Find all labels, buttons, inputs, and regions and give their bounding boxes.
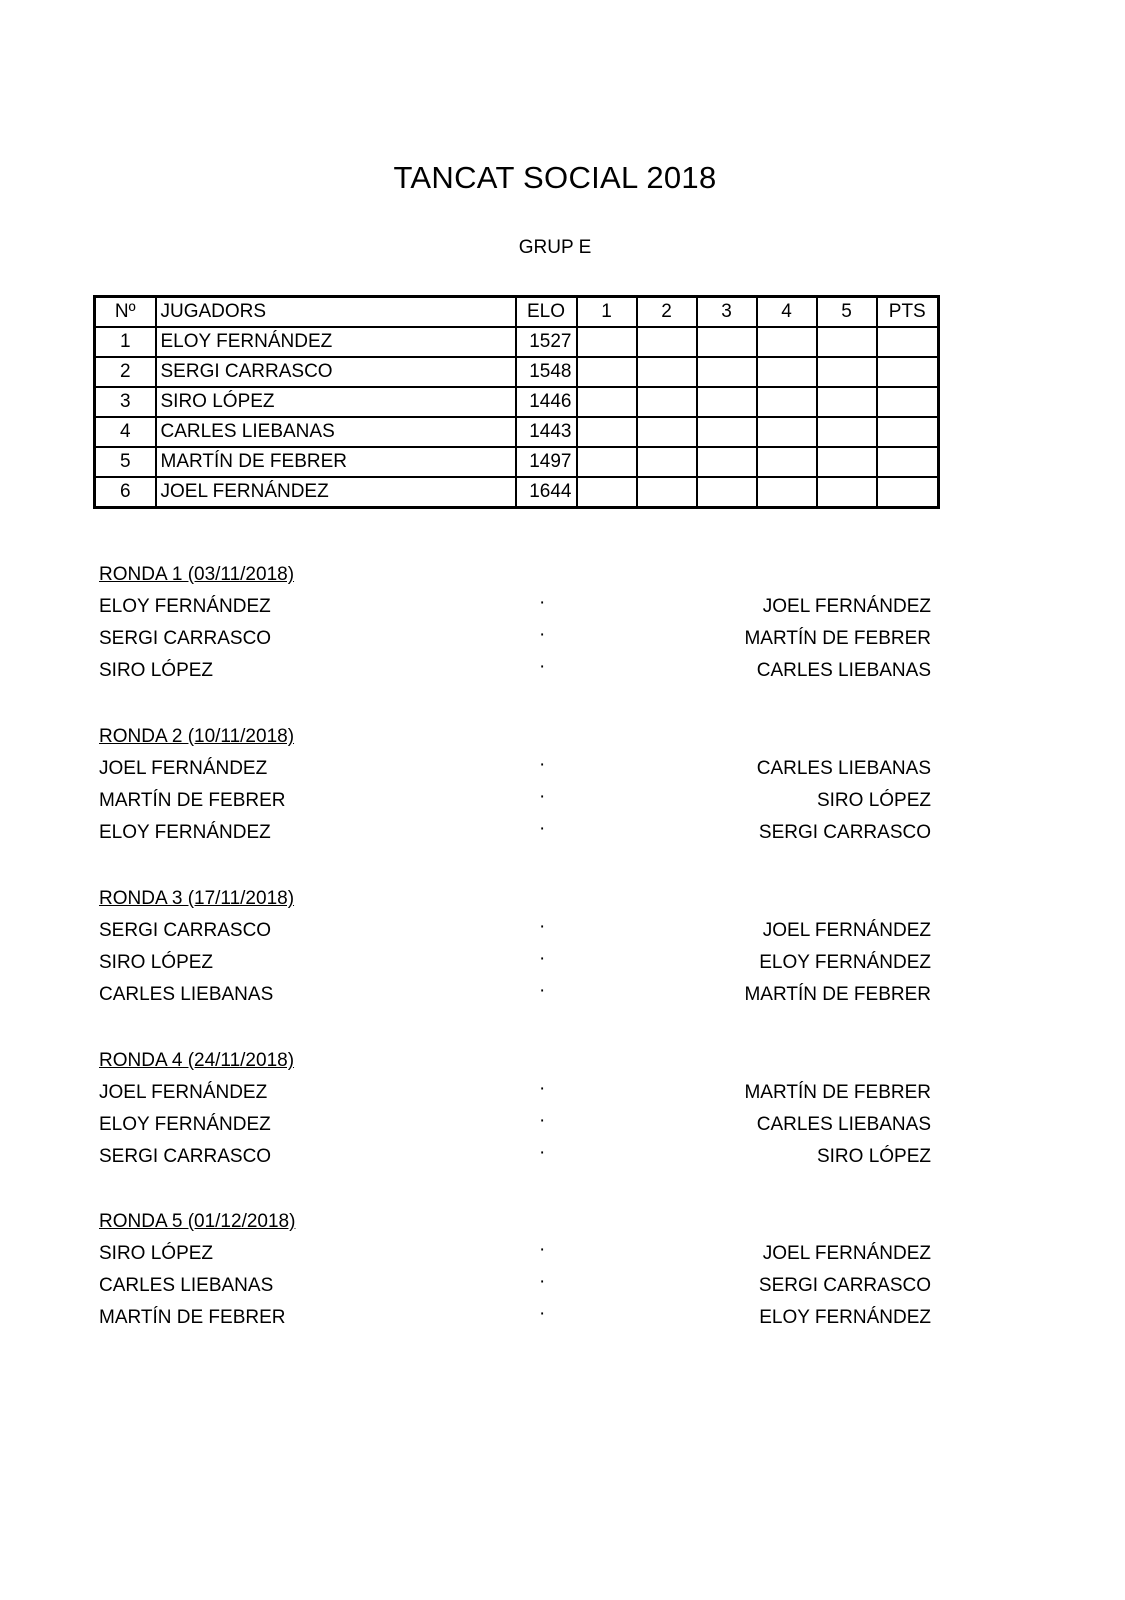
away-player: SERGI CARRASCO [758,822,931,843]
header-round-3: 3 [697,297,757,328]
score-cell [757,327,817,357]
standings-table [93,295,940,509]
away-player: MARTÍN DE FEBRER [744,984,931,1005]
points-cell [877,447,939,477]
match-row [99,1077,931,1109]
round-1 [99,559,931,687]
score-cell [637,477,697,508]
match-separator: · [539,1239,546,1260]
score-cell [577,417,637,447]
match-row [99,785,931,817]
score-cell [757,447,817,477]
match-row [99,591,931,623]
player-elo: 1443 [516,417,577,447]
points-cell [877,417,939,447]
match-separator: · [539,1110,546,1131]
header-round-2: 2 [637,297,697,328]
match-separator: · [539,656,546,677]
match-separator: · [539,980,546,1001]
match-separator: · [539,1271,546,1292]
away-player: MARTÍN DE FEBRER [744,1082,931,1103]
match-separator: · [539,754,546,775]
match-separator: · [539,1142,546,1163]
home-player: ELOY FERNÁNDEZ [99,1114,271,1135]
round-title: RONDA 3 (17/11/2018) [99,888,295,909]
table-row [95,327,939,357]
score-cell [577,477,637,508]
match-row [99,1141,931,1173]
score-cell [757,357,817,387]
points-cell [877,477,939,508]
match-row [99,753,931,785]
score-cell [697,357,757,387]
home-player: SERGI CARRASCO [99,1146,272,1167]
match-separator: · [539,592,546,613]
score-cell [757,417,817,447]
round-title: RONDA 2 (10/11/2018) [99,726,295,747]
player-number: 3 [95,387,156,417]
round-title: RONDA 4 (24/11/2018) [99,1050,295,1071]
player-name: SERGI CARRASCO [156,357,516,387]
away-player: SIRO LÓPEZ [816,1146,931,1167]
score-cell [697,327,757,357]
player-number: 2 [95,357,156,387]
match-separator: · [539,1303,546,1324]
header-points: PTS [877,297,939,328]
match-row [99,915,931,947]
player-elo: 1527 [516,327,577,357]
away-player: JOEL FERNÁNDEZ [762,920,931,941]
score-cell [817,417,877,447]
away-player: ELOY FERNÁNDEZ [759,952,931,973]
score-cell [697,387,757,417]
away-player: CARLES LIEBANAS [756,660,931,681]
away-player: JOEL FERNÁNDEZ [762,596,931,617]
player-name: CARLES LIEBANAS [156,417,516,447]
score-cell [817,447,877,477]
home-player: MARTÍN DE FEBRER [99,790,286,811]
table-row [95,387,939,417]
home-player: JOEL FERNÁNDEZ [99,1082,268,1103]
round-4 [99,1045,931,1173]
score-cell [757,387,817,417]
home-player: SIRO LÓPEZ [99,1243,214,1264]
header-round-1: 1 [577,297,637,328]
match-row [99,1302,931,1334]
score-cell [697,417,757,447]
match-row [99,1109,931,1141]
home-player: SIRO LÓPEZ [99,952,214,973]
score-cell [817,477,877,508]
match-separator: · [539,948,546,969]
round-title: RONDA 1 (03/11/2018) [99,564,295,585]
score-cell [637,387,697,417]
match-row [99,817,931,849]
match-row [99,1270,931,1302]
away-player: JOEL FERNÁNDEZ [762,1243,931,1264]
table-row [95,477,939,508]
header-elo: ELO [516,297,577,328]
player-elo: 1548 [516,357,577,387]
player-name: ELOY FERNÁNDEZ [156,327,516,357]
player-number: 6 [95,477,156,508]
score-cell [637,357,697,387]
match-row [99,623,931,655]
header-players: JUGADORS [156,297,516,328]
match-row [99,1238,931,1270]
player-name: JOEL FERNÁNDEZ [156,477,516,508]
score-cell [577,387,637,417]
score-cell [697,477,757,508]
group-label: GRUP E [518,237,592,258]
player-name: MARTÍN DE FEBRER [156,447,516,477]
match-separator: · [539,624,546,645]
score-cell [697,447,757,477]
match-row [99,947,931,979]
round-3 [99,883,931,1011]
points-cell [877,357,939,387]
header-number: Nº [95,297,156,328]
score-cell [757,477,817,508]
header-round-4: 4 [757,297,817,328]
score-cell [637,327,697,357]
away-player: ELOY FERNÁNDEZ [759,1307,931,1328]
home-player: CARLES LIEBANAS [99,984,274,1005]
score-cell [637,417,697,447]
player-number: 4 [95,417,156,447]
player-elo: 1446 [516,387,577,417]
player-number: 1 [95,327,156,357]
away-player: CARLES LIEBANAS [756,758,931,779]
round-2 [99,721,931,849]
home-player: ELOY FERNÁNDEZ [99,822,271,843]
points-cell [877,387,939,417]
away-player: SIRO LÓPEZ [816,790,931,811]
away-player: MARTÍN DE FEBRER [744,628,931,649]
header-round-5: 5 [817,297,877,328]
match-row [99,655,931,687]
table-header-row [95,297,939,328]
round-5 [99,1206,931,1334]
round-title: RONDA 5 (01/12/2018) [99,1211,296,1232]
match-row [99,979,931,1011]
score-cell [577,327,637,357]
home-player: SERGI CARRASCO [99,628,272,649]
home-player: CARLES LIEBANAS [99,1275,274,1296]
away-player: SERGI CARRASCO [758,1275,931,1296]
table-row [95,417,939,447]
page-title: TANCAT SOCIAL 2018 [393,160,717,195]
home-player: SIRO LÓPEZ [99,660,214,681]
score-cell [817,387,877,417]
score-cell [817,357,877,387]
player-name: SIRO LÓPEZ [156,387,516,417]
match-separator: · [539,786,546,807]
home-player: JOEL FERNÁNDEZ [99,758,268,779]
match-separator: · [539,916,546,937]
table-row [95,447,939,477]
score-cell [577,447,637,477]
home-player: SERGI CARRASCO [99,920,272,941]
match-separator: · [539,1078,546,1099]
home-player: ELOY FERNÁNDEZ [99,596,271,617]
match-separator: · [539,818,546,839]
points-cell [877,327,939,357]
score-cell [577,357,637,387]
score-cell [637,447,697,477]
score-cell [817,327,877,357]
player-number: 5 [95,447,156,477]
home-player: MARTÍN DE FEBRER [99,1307,286,1328]
player-elo: 1497 [516,447,577,477]
player-elo: 1644 [516,477,577,508]
table-row [95,357,939,387]
away-player: CARLES LIEBANAS [756,1114,931,1135]
